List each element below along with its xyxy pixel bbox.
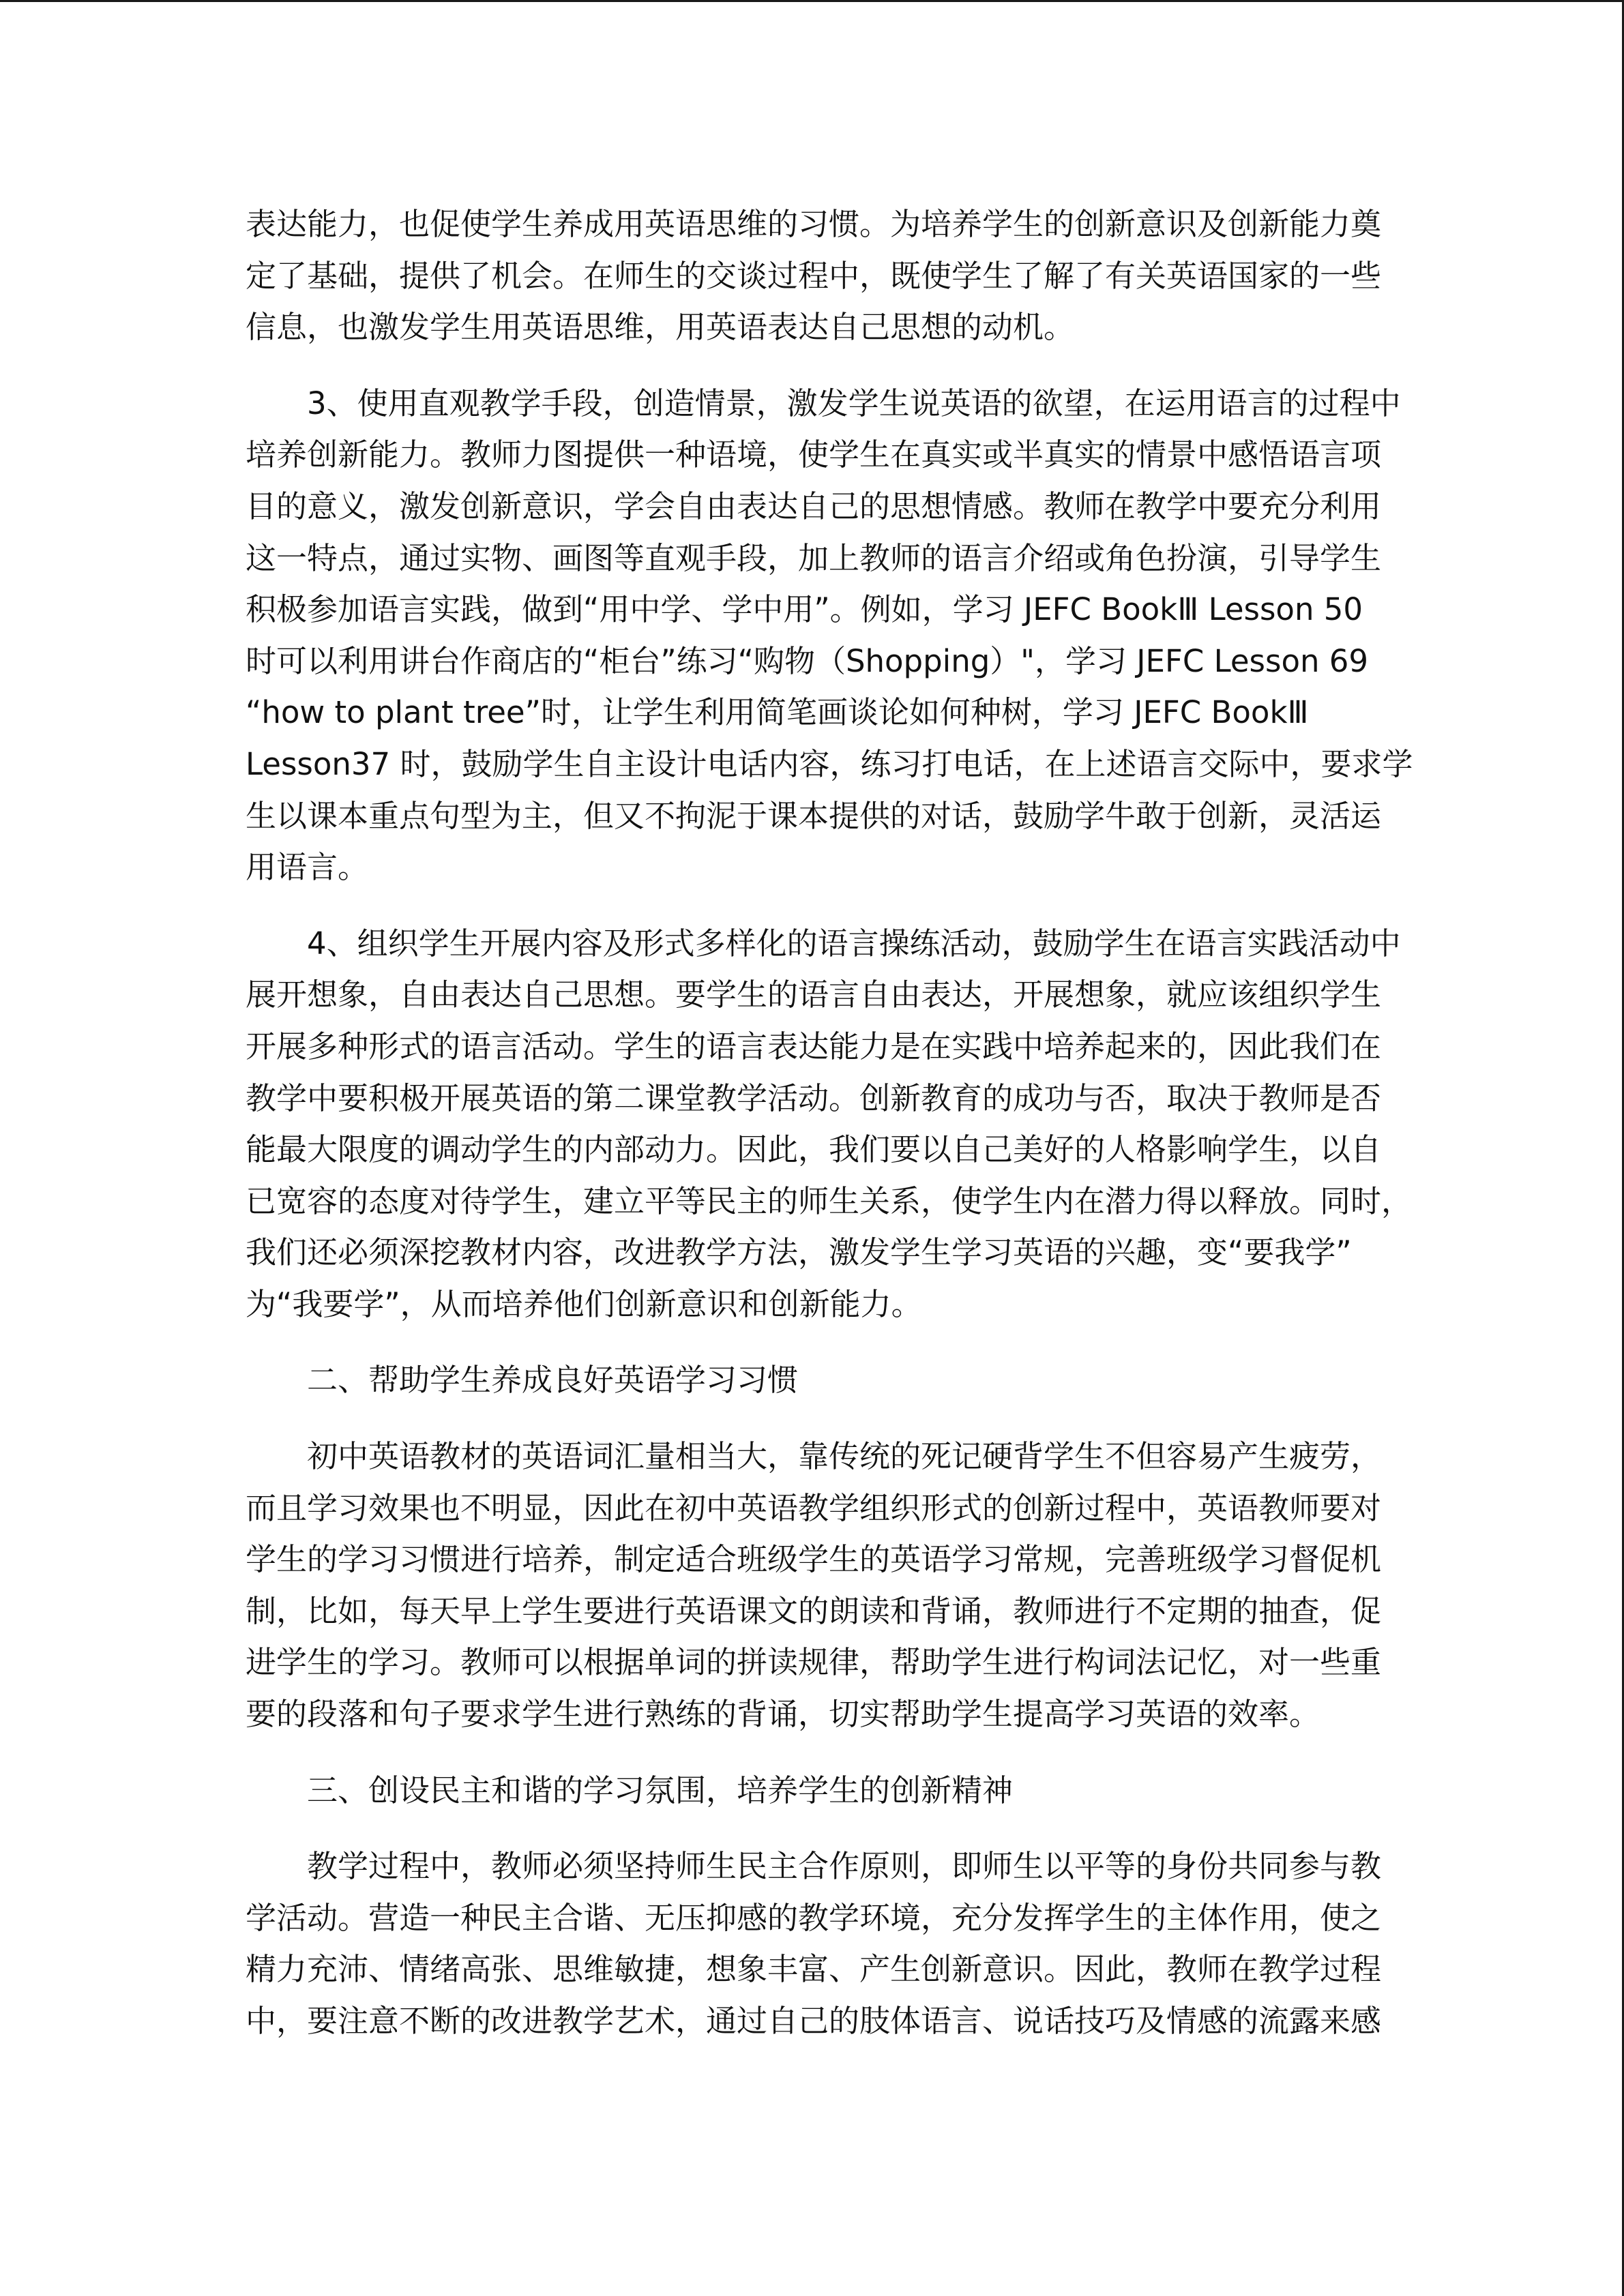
text-line: 学活动。营造一种民主合谐、无压抑感的教学环境，充分发挥学生的主体作用，使之 <box>246 1899 1382 1936</box>
text-line: 生以课本重点句型为主，但又不拘泥于课本提供的对话，鼓励学牛敢于创新，灵活运 <box>246 797 1382 834</box>
text-line: 积极参加语言实践，做到“用中学、学中用”。例如，学习 JEFC BookⅢ Lesson 50 <box>246 591 1363 628</box>
text-line: 这一特点，通过实物、画图等直观手段，加上教师的语言介绍或角色扮演，引导学生 <box>246 539 1382 576</box>
text-line: 培养创新能力。教师力图提供一种语境，使学生在真实或半真实的情景中感悟语言项 <box>246 436 1382 473</box>
text-line: 教学过程中，教师必须坚持师生民主合作原则，即师生以平等的身份共同参与教 <box>307 1848 1382 1885</box>
text-line: 要的段落和句子要求学生进行熟练的背诵，切实帮助学生提高学习英语的效率。 <box>246 1696 1320 1733</box>
text-line: 展开想象，自由表达自己思想。要学生的语言自由表达，开展想象，就应该组织学生 <box>246 976 1382 1013</box>
text-line: Lesson37 时，鼓励学生自主设计电话内容，练习打电话，在上述语言交际中，要求学 <box>246 745 1413 782</box>
paragraph <box>246 198 1382 353</box>
document-body <box>246 198 1413 2072</box>
paragraph <box>246 1354 1378 1406</box>
text-line: 制，比如，每天早上学生要进行英语课文的朗读和背诵，教师进行不定期的抽查，促 <box>246 1592 1382 1629</box>
paragraph <box>246 1765 1378 1817</box>
text-line: 为“我要学”，从而培养他们创新意识和创新能力。 <box>246 1285 922 1322</box>
text-line: 用语言。 <box>246 849 369 886</box>
text-line: 精力充沛、情绪高张、思维敏捷，想象丰富、产生创新意识。因此，教师在教学过程 <box>246 1951 1382 1988</box>
text-line: 定了基础，提供了机会。在师生的交谈过程中，既使学生了解了有关英语国家的一些 <box>246 257 1382 294</box>
text-line: 中，要注意不断的改进教学艺术，通过自己的肢体语言、说话技巧及情感的流露来感 <box>246 2003 1382 2039</box>
paragraph <box>246 918 1413 1330</box>
text-line: 进学生的学习。教师可以根据单词的拼读规律，帮助学生进行构词法记忆，对一些重 <box>246 1644 1382 1681</box>
text-line: 能最大限度的调动学生的内部动力。因此，我们要以自己美好的人格影响学生，以自 <box>246 1131 1382 1168</box>
text-line: 我们还必须深挖教材内容，改进教学方法，激发学生学习英语的兴趣，变“要我学” <box>246 1234 1352 1271</box>
text-line: 4、组织学生开展内容及形式多样化的语言操练活动，鼓励学生在语言实践活动中 <box>307 925 1401 961</box>
text-line: 3、使用直观教学手段，创造情景，激发学生说英语的欲望，在运用语言的过程中 <box>307 385 1401 421</box>
paragraph <box>246 378 1413 893</box>
paragraph <box>246 1431 1382 1740</box>
text-line: 教学中要积极开展英语的第二课堂教学活动。创新教育的成功与否，取决于教师是否 <box>246 1079 1382 1116</box>
text-line: 初中英语教材的英语词汇量相当大，靠传统的死记硬背学生不但容易产生疲劳， <box>307 1438 1382 1475</box>
text-line: 表达能力，也促使学生养成用英语思维的习惯。为培养学生的创新意识及创新能力奠 <box>246 206 1382 242</box>
text-line: 目的意义，激发创新意识，学会自由表达自己的思想情感。教师在教学中要充分利用 <box>246 488 1382 524</box>
paragraph <box>246 1840 1382 2046</box>
text-line: 开展多种形式的语言活动。学生的语言表达能力是在实践中培养起来的，因此我们在 <box>246 1028 1382 1064</box>
text-line: “how to plant tree”时，让学生利用简笔画谈论如何种树，学习 JEFC BookⅢ <box>246 694 1309 731</box>
text-line: 二、帮助学生养成良好英语学习习惯 <box>307 1362 799 1399</box>
text-line: 而且学习效果也不明显，因此在初中英语教学组织形式的创新过程中，英语教师要对 <box>246 1489 1382 1526</box>
text-line: 时可以利用讲台作商店的“柜台”练习“购物（Shopping）"，学习 JEFC Lesson 69 <box>246 642 1369 679</box>
text-line: 已宽容的态度对待学生，建立平等民主的师生关系，使学生内在潜力得以释放。同时， <box>246 1182 1413 1219</box>
text-line: 三、创设民主和谐的学习氛围，培养学生的创新精神 <box>307 1772 1014 1808</box>
text-line: 学生的学习习惯进行培养，制定适合班级学生的英语学习常规，完善班级学习督促机 <box>246 1541 1382 1578</box>
text-line: 信息，也激发学生用英语思维，用英语表达自己思想的动机。 <box>246 309 1075 346</box>
